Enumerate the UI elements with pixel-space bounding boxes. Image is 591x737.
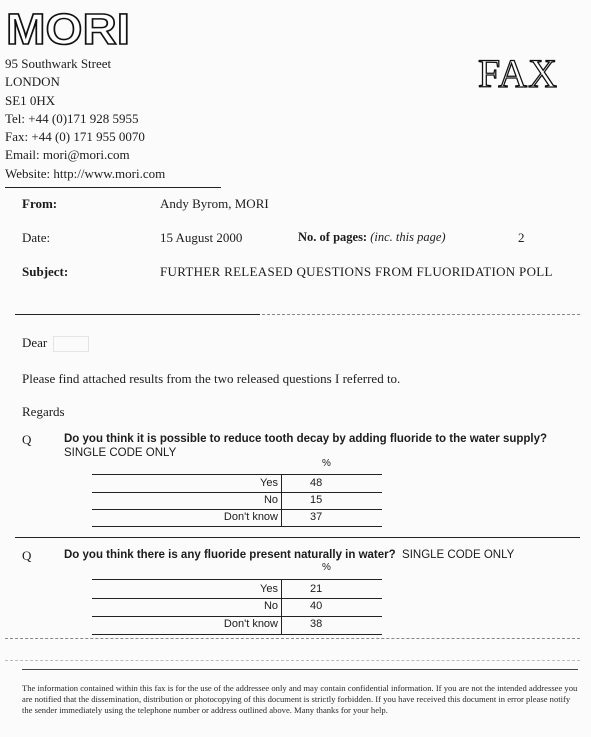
table-row: [92, 617, 382, 633]
redacted-recipient-name: [53, 336, 89, 352]
date-value: 15 August 2000: [160, 230, 243, 245]
section-rule-dashed: [5, 660, 580, 661]
closing-text: Regards: [22, 404, 65, 419]
question-2: [64, 548, 584, 562]
question-1-text: Do you think it is possible to reduce tooth decay by adding fluoride to the water supply?: [64, 433, 548, 445]
question-1-marker: Q: [22, 432, 32, 447]
salutation: [22, 335, 89, 352]
subject-label: Subject:: [22, 264, 69, 279]
confidentiality-notice: The information contained within this fax is for the use of the addressee only and may contain confidential information. If you are not the intended addressee you are notified that the dissemination, distribution or photocopying of this document is strictly forbidden. If you have received this document in error please notify the sender immediately using the telephone number or address outlined above. Many thanks for your help.: [22, 683, 578, 715]
address-postcode: SE1 0HX: [5, 92, 56, 108]
from-value: Andy Byrom, MORI: [160, 196, 269, 211]
row-label: Yes: [260, 477, 278, 489]
section-rule-dashed: [5, 638, 580, 639]
address-tel: Tel: +44 (0)171 928 5955: [5, 110, 139, 126]
question-2-text: Do you think there is any fluoride present naturally in water?: [64, 549, 396, 561]
table-row: [92, 582, 382, 598]
document-title: FAX: [478, 51, 559, 96]
question-2-marker: Q: [22, 548, 32, 563]
address-street: 95 Southwark Street: [5, 56, 112, 71]
row-label: No: [263, 494, 278, 506]
mori-logo: [5, 4, 133, 52]
row-label: Don't know: [223, 511, 278, 523]
table-rule: [92, 634, 382, 635]
row-value: 37: [310, 511, 323, 523]
address-website: Website: http://www.mori.com: [5, 165, 166, 181]
logo-text: MORI: [6, 5, 130, 52]
question-2-unit: %: [322, 562, 331, 573]
table-row: [92, 476, 382, 492]
subject-value: FURTHER RELEASED QUESTIONS FROM FLUORIDATION POLL: [160, 264, 553, 279]
header-rule-bottom-dashed: [262, 314, 580, 315]
table-row: [92, 599, 382, 615]
question-2-instruction: SINGLE CODE ONLY: [402, 549, 515, 561]
section-rule: [15, 537, 580, 538]
question-2-table: [92, 562, 382, 634]
row-label: Don't know: [223, 618, 278, 630]
row-label: No: [263, 600, 278, 612]
footer-rule: [22, 669, 578, 670]
pages-label: [298, 230, 446, 245]
header-rule-top: [5, 187, 221, 188]
table-rule: [92, 474, 382, 475]
salutation-text: Dear: [22, 335, 48, 350]
question-1: [64, 432, 584, 460]
table-rule: [92, 579, 382, 580]
pages-value: 2: [518, 230, 525, 245]
address-email: Email: mori@mori.com: [5, 147, 130, 163]
date-label: Date:: [22, 230, 51, 245]
message-text: Please find attached results from the two released questions I referred to.: [22, 371, 401, 386]
pages-note: (inc. this page): [370, 230, 446, 244]
row-value: 38: [310, 618, 323, 630]
sender-address: [5, 55, 165, 183]
from-label: From:: [22, 196, 58, 211]
table-rule: [92, 526, 382, 527]
row-label: Yes: [260, 583, 278, 595]
header-rule-bottom: [15, 314, 260, 315]
question-1-unit: %: [322, 458, 331, 469]
row-value: 40: [310, 600, 323, 612]
pages-label-text: No. of pages:: [298, 230, 368, 244]
address-city: LONDON: [5, 74, 60, 90]
table-row: [92, 493, 382, 509]
question-1-table: [92, 458, 382, 528]
address-fax: Fax: +44 (0) 171 955 0070: [5, 129, 145, 145]
table-row: [92, 510, 382, 526]
row-value: 21: [310, 583, 323, 595]
question-1-instruction: SINGLE CODE ONLY: [64, 447, 177, 459]
row-value: 15: [310, 494, 323, 506]
row-value: 48: [310, 477, 323, 489]
